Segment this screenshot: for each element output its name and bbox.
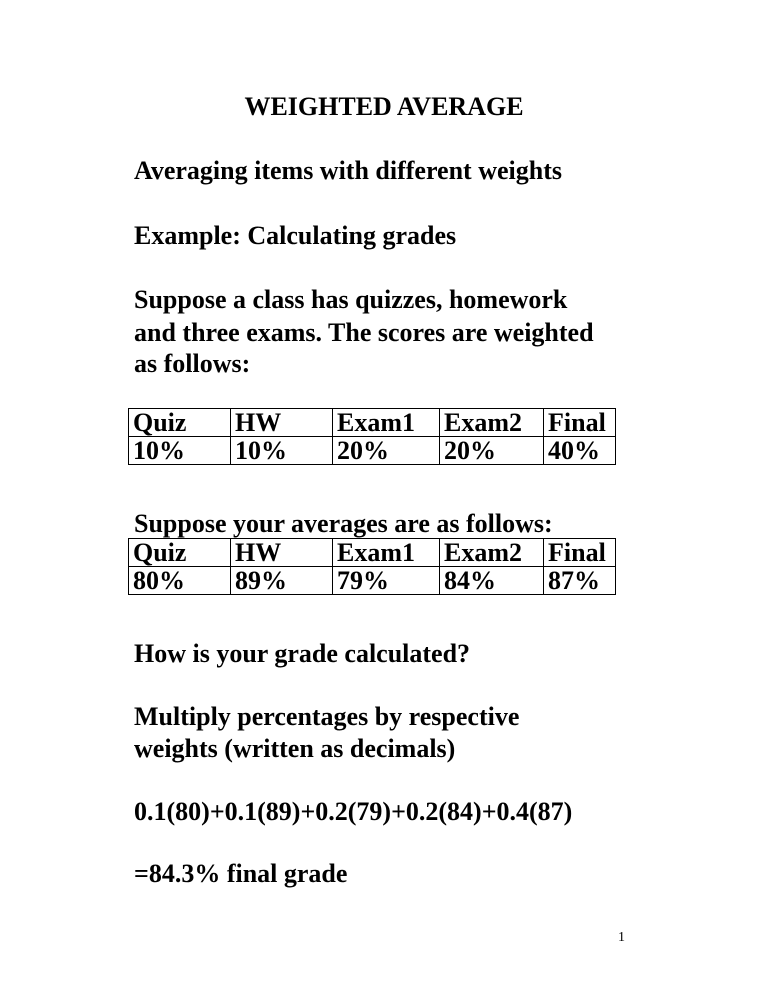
table-cell: 84% bbox=[440, 567, 544, 595]
table-cell: Exam2 bbox=[440, 539, 544, 567]
intro-line-2: and three exams. The scores are weighted bbox=[134, 318, 594, 347]
table-cell: HW bbox=[231, 409, 333, 437]
table-cell: Exam1 bbox=[333, 539, 440, 567]
table-cell: Quiz bbox=[129, 539, 231, 567]
table-row bbox=[129, 409, 616, 437]
question: How is your grade calculated? bbox=[134, 639, 471, 668]
intro-line-1: Suppose a class has quizzes, homework bbox=[134, 285, 568, 314]
method-line-2: weights (written as decimals) bbox=[134, 734, 456, 763]
table-row bbox=[129, 567, 616, 595]
averages-table bbox=[128, 538, 616, 595]
table-cell: Quiz bbox=[129, 409, 231, 437]
result: =84.3% final grade bbox=[134, 859, 348, 888]
subtitle: Averaging items with different weights bbox=[134, 156, 562, 185]
weights-table bbox=[128, 408, 616, 465]
table-cell: 87% bbox=[544, 567, 616, 595]
table-cell: 20% bbox=[440, 437, 544, 465]
averages-intro: Suppose your averages are as follows: bbox=[134, 509, 553, 538]
table-row bbox=[129, 437, 616, 465]
table-cell: HW bbox=[231, 539, 333, 567]
table-cell: Exam1 bbox=[333, 409, 440, 437]
table-cell: Final bbox=[544, 539, 616, 567]
table-cell: 20% bbox=[333, 437, 440, 465]
page-title: WEIGHTED AVERAGE bbox=[244, 92, 524, 121]
table-cell: Exam2 bbox=[440, 409, 544, 437]
table-cell: 80% bbox=[129, 567, 231, 595]
table-cell: 10% bbox=[129, 437, 231, 465]
table-cell: Final bbox=[544, 409, 616, 437]
example-heading: Example: Calculating grades bbox=[134, 221, 457, 250]
method-line-1: Multiply percentages by respective bbox=[134, 702, 520, 731]
intro-line-3: as follows: bbox=[134, 349, 251, 378]
table-cell: 79% bbox=[333, 567, 440, 595]
formula: 0.1(80)+0.1(89)+0.2(79)+0.2(84)+0.4(87) bbox=[134, 797, 573, 826]
table-cell: 89% bbox=[231, 567, 333, 595]
table-row bbox=[129, 539, 616, 567]
table-cell: 10% bbox=[231, 437, 333, 465]
table-cell: 40% bbox=[544, 437, 616, 465]
page-number: 1 bbox=[618, 930, 625, 945]
